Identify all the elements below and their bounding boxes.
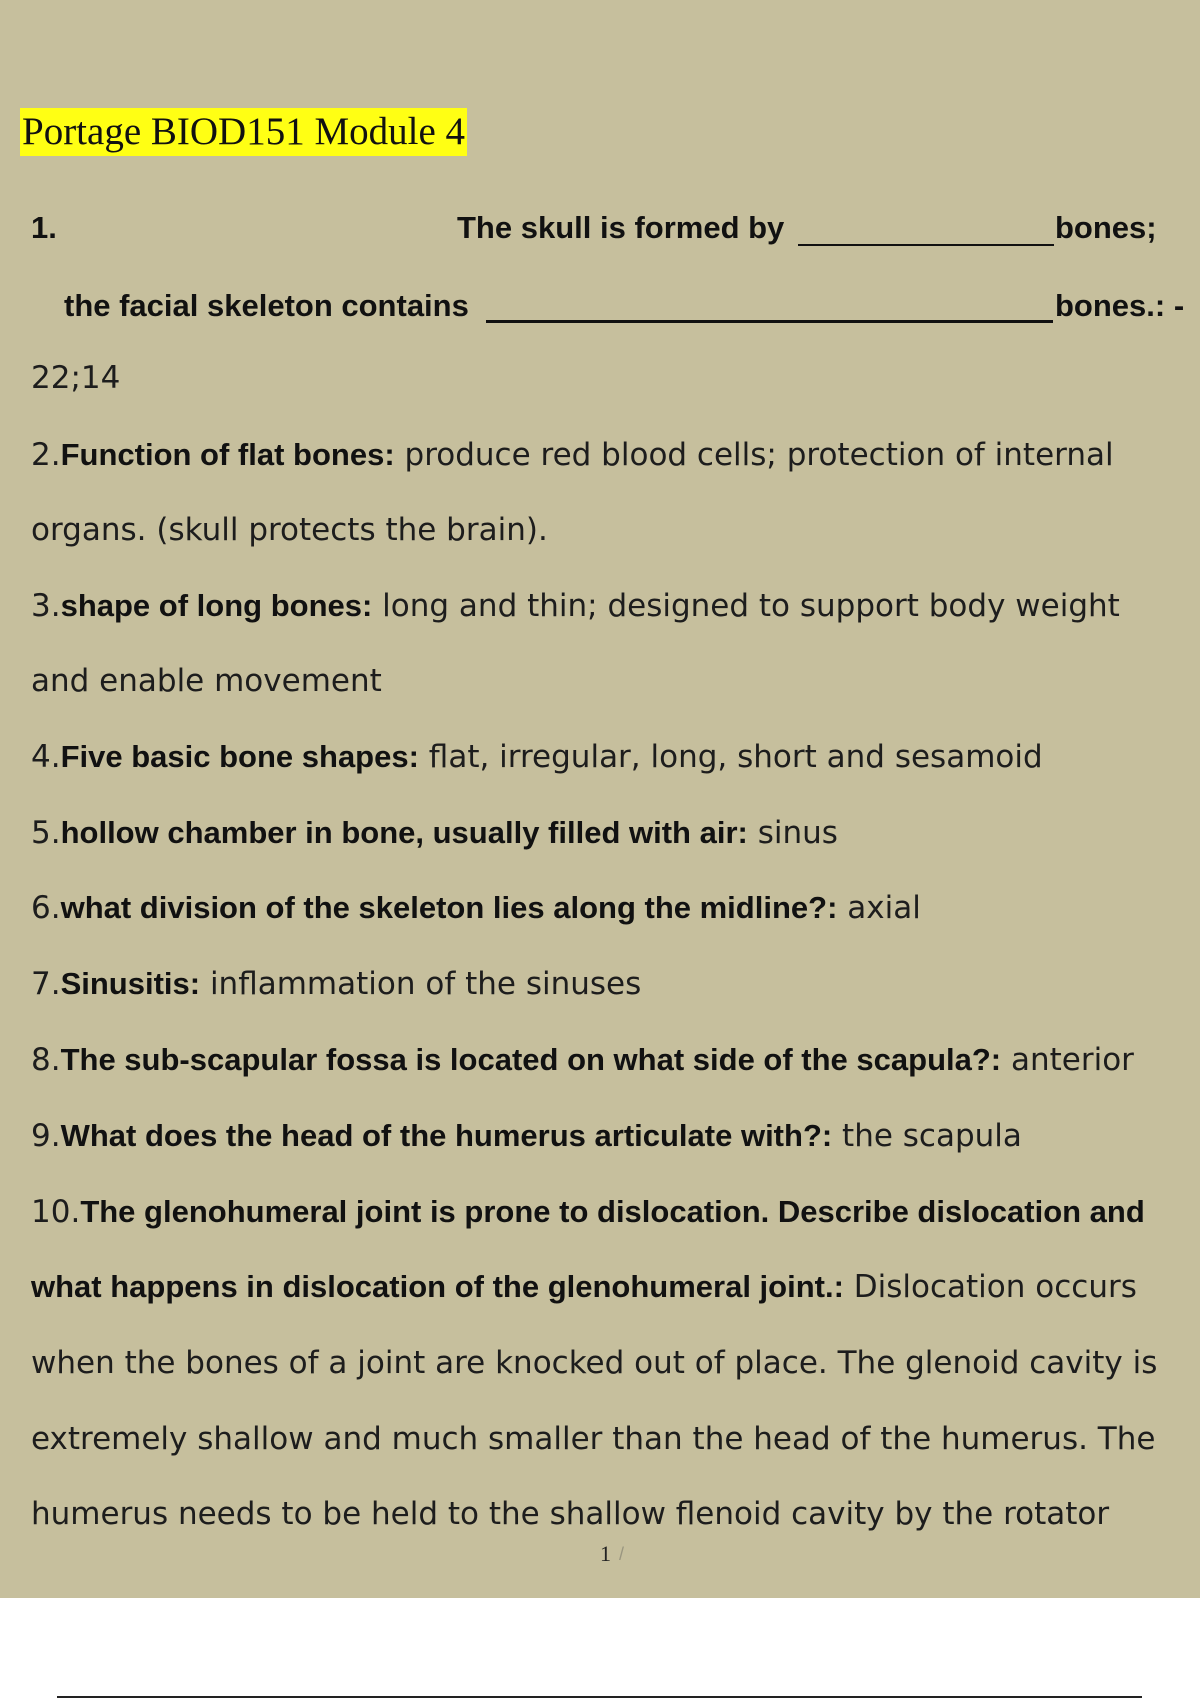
- fill-in-blank-1: [798, 244, 1054, 246]
- question-answer: extremely shallow and much smaller than the head of the humerus. The: [31, 1421, 1156, 1457]
- page-number: 1: [600, 1541, 611, 1566]
- question-answer: organs. (skull protects the brain).: [31, 512, 548, 548]
- question-answer: axial: [837, 890, 921, 926]
- question-number: 6.: [31, 890, 61, 926]
- question-answer: inflammation of the sinuses: [200, 966, 642, 1002]
- question-answer: when the bones of a joint are knocked out of place. The glenoid cavity is: [31, 1345, 1158, 1381]
- question-prompt: what happens in dislocation of the glenohumeral joint.:: [31, 1269, 844, 1304]
- question-1-text-part-3: the facial skeleton contains: [64, 288, 469, 323]
- question-line: [31, 510, 548, 550]
- question-answer: humerus needs to be held to the shallow flenoid cavity by the rotator: [31, 1496, 1110, 1532]
- question-line: [31, 737, 1043, 777]
- question-line: [31, 586, 1120, 626]
- question-line: [31, 888, 921, 928]
- question-number: 5.: [31, 815, 61, 851]
- question-number: 10.: [31, 1194, 81, 1230]
- question-line: [31, 1116, 1022, 1156]
- question-line: [31, 813, 838, 853]
- question-prompt: shape of long bones:: [60, 588, 373, 623]
- question-line: [31, 1192, 1145, 1232]
- question-number: 4.: [31, 739, 61, 775]
- question-prompt: Function of flat bones:: [60, 437, 395, 472]
- question-line: [31, 435, 1114, 475]
- question-number: 2.: [31, 437, 61, 473]
- question-answer: anterior: [1001, 1042, 1134, 1078]
- question-1-answer: 22;14: [31, 360, 121, 396]
- question-prompt: What does the head of the humerus articulate with?:: [60, 1118, 833, 1153]
- question-answer: long and thin; designed to support body weight: [372, 588, 1120, 624]
- question-prompt: Sinusitis:: [60, 966, 201, 1001]
- question-1-text-part-4: bones.: -: [1055, 288, 1185, 323]
- question-answer: flat, irregular, long, short and sesamoid: [418, 739, 1043, 775]
- question-answer: the scapula: [832, 1118, 1022, 1154]
- bottom-divider: [57, 1696, 1142, 1698]
- question-answer: and enable movement: [31, 663, 382, 699]
- question-number: 3.: [31, 588, 61, 624]
- question-answer: sinus: [747, 815, 838, 851]
- question-line: [31, 661, 382, 701]
- question-line: [31, 1267, 1137, 1307]
- document-title: Portage BIOD151 Module 4: [20, 108, 467, 156]
- question-line: [31, 1494, 1109, 1534]
- question-prompt: The sub-scapular fossa is located on what side of the scapula?:: [60, 1042, 1002, 1077]
- question-number: 7.: [31, 966, 61, 1002]
- question-number: 8.: [31, 1042, 61, 1078]
- question-line: [31, 964, 641, 1004]
- page-separator: /: [619, 1544, 625, 1564]
- question-prompt: what division of the skeleton lies along the midline?:: [60, 890, 838, 925]
- fill-in-blank-2: [486, 320, 1053, 323]
- question-1-number: 1.: [31, 210, 57, 245]
- question-answer: Dislocation occurs: [843, 1269, 1137, 1305]
- question-line: [31, 1040, 1134, 1080]
- question-1-text-part-2: bones;: [1055, 210, 1157, 245]
- question-line: [31, 1419, 1155, 1459]
- question-prompt: hollow chamber in bone, usually filled with air:: [60, 815, 748, 850]
- question-1-text-part-1: The skull is formed by: [457, 210, 785, 245]
- question-line: [31, 1343, 1157, 1383]
- question-answer: produce red blood cells; protection of internal: [394, 437, 1114, 473]
- question-prompt: Five basic bone shapes:: [60, 739, 419, 774]
- question-number: 9.: [31, 1118, 61, 1154]
- question-prompt: The glenohumeral joint is prone to dislocation. Describe dislocation and: [80, 1194, 1145, 1229]
